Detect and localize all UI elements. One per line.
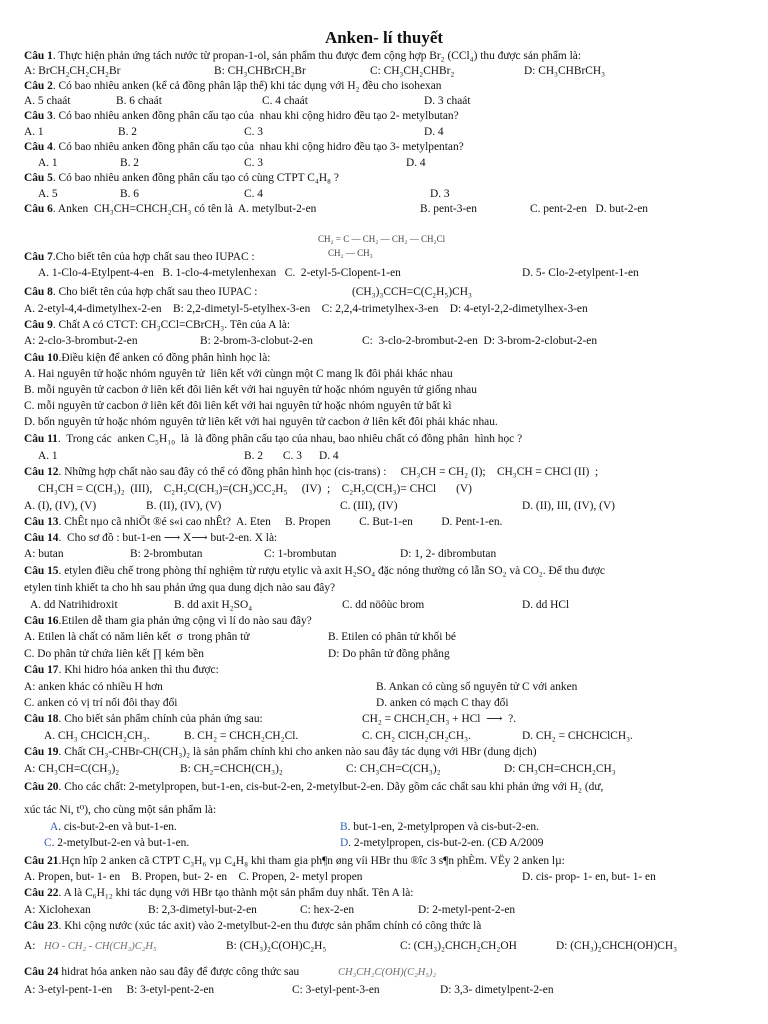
q22a-part-3	[418, 904, 515, 917]
line-text: B. mỗi nguyên tử cacbon ở liên kết đôi liên kết với hai nguyên tử hoặc nhóm nguyên tử giống nhau	[24, 384, 477, 396]
q4a	[38, 157, 58, 170]
line-text: C. dd nöôùc brom	[342, 599, 425, 611]
q18a-part-2	[362, 730, 471, 743]
q17a	[24, 681, 163, 694]
q24a	[24, 984, 214, 997]
question-number: Câu 2	[24, 80, 53, 92]
q3	[24, 110, 459, 123]
line-text: D: CH₃CH=CHCH₂CH₃	[504, 763, 616, 775]
line-text: B: 2,3-dimetyl-but-2-en	[148, 904, 257, 916]
line-text: B: CH₂=CHCH(CH₃)₂	[180, 763, 283, 775]
line-text: B. Etilen có phân tử khối bé	[328, 631, 456, 643]
q18a-part-1	[184, 730, 298, 743]
formula-image-text: CH₃CH₂C(OH)(C₂H₅)₂	[338, 967, 437, 978]
q19	[24, 746, 537, 759]
line-text: . Khi cộng nước (xúc tác axit) vào 2-metylbut-2-en thu được sản phẩm chính có công thức là	[58, 920, 482, 932]
question-number: Câu 22	[24, 887, 59, 899]
line-text: . Cho biết sản phẩm chính của phản ứng sau:	[58, 713, 263, 725]
q3a-part-1	[118, 126, 137, 139]
line-text: . but-1-en, 2-metylpropen và cis-but-2-en.	[347, 821, 539, 833]
line-text: A. CH₃ CHClCH₂CH₃.	[44, 730, 150, 742]
line-text: A. 5 chaát	[24, 95, 71, 107]
line-text: A: Xiclohexan	[24, 904, 91, 916]
line-text: . Có bao nhiêu anken (kể cả đồng phân lập thể) khi tác dụng với H₂ đều cho isohexan	[52, 80, 442, 92]
question-number: Câu 5	[24, 172, 53, 184]
option-letter: B	[340, 821, 348, 833]
line-text: B. 2	[118, 126, 137, 138]
q7a-part-1	[522, 267, 639, 280]
line-text: C. 3	[244, 157, 263, 169]
q18a	[44, 730, 150, 743]
q3a-part-2	[244, 126, 263, 139]
q12a-part-2	[340, 500, 398, 513]
line-text: A: butan	[24, 548, 64, 560]
q5a-part-3	[430, 188, 450, 201]
q18	[24, 713, 263, 726]
line-text: CH₃CH = C(CH₃)₂ (III), C₂H₅C(CH₃)=(CH₃)CC₂H₅ (IV) ; C₂H₅C(CH₃)= CHCl (V)	[38, 483, 472, 495]
question-number: Câu 4	[24, 141, 53, 153]
q15a	[30, 599, 118, 612]
question-number: Câu 14	[24, 532, 59, 544]
line-text: C. mỗi nguyên tử cacbon ở liên kết đôi liên kết với hai nguyên tử hoặc nhóm nguyên tử bất kì	[24, 400, 452, 412]
q12a-part-3	[522, 500, 615, 513]
line-text: B. 2 C. 3 D. 4	[244, 450, 339, 462]
q12a	[24, 500, 96, 513]
q4a-part-1	[120, 157, 139, 170]
line-text: . Cho các chất: 2-metylpropen, but-1-en, cis-but-2-en, 2-metylbut-2-en. Dãy gồm các chất sau khi phản ứng với H₂ (dư,	[58, 781, 604, 793]
q3a-part-3	[424, 126, 444, 139]
q14a-part-2	[264, 548, 336, 561]
q14a	[24, 548, 64, 561]
q9a	[24, 335, 138, 348]
q9a-part-1	[200, 335, 313, 348]
line-text: . Chất A có CTCT: CH₃CCl=CBrCH₃. Tên của A là:	[52, 319, 291, 331]
q1a-part-3	[524, 65, 605, 78]
line-text: A: BrCH₂CH₂CH₂Br	[24, 65, 121, 77]
question-number: Câu 10	[24, 352, 59, 364]
q24	[24, 966, 299, 979]
q14a-part-1	[130, 548, 202, 561]
line-text: D. 4	[406, 157, 426, 169]
q9a-part-2	[362, 335, 597, 348]
q17	[24, 664, 219, 677]
q10a	[24, 368, 453, 381]
q16	[24, 615, 312, 628]
q5a-part-1	[120, 188, 139, 201]
q20c-part-1	[340, 837, 543, 850]
q1a	[24, 65, 120, 78]
line-text: A. (I), (IV), (V)	[24, 500, 97, 512]
line-text: A. Etilen là chất có năm liên kết σ trong phân tử	[24, 631, 250, 643]
question-number: Câu 18	[24, 713, 59, 725]
structure-main-chain: CH₂ = C — CH₂ — CH₂ — CH₂Cl	[318, 234, 446, 244]
question-number: Câu 16	[24, 615, 59, 627]
line-text: C. anken có vị trí nối đôi thay đổi	[24, 697, 178, 709]
q24a-part-2	[440, 984, 554, 997]
q23a-part-1	[44, 940, 157, 953]
q19a	[24, 763, 119, 776]
q10	[24, 352, 270, 365]
q23a	[24, 940, 35, 953]
q20c	[44, 837, 189, 850]
q6-part-2	[530, 203, 648, 216]
line-text: B: 2-brom-3-clobut-2-en	[200, 335, 313, 347]
question-number: Câu 7	[24, 251, 53, 263]
question-number: Câu 21	[24, 855, 59, 867]
q12	[24, 466, 598, 479]
line-text: D: CH₃CHBrCH₃	[524, 65, 606, 77]
q21a-part-1	[522, 871, 656, 884]
q12a-part-1	[146, 500, 221, 513]
q12b	[38, 483, 472, 496]
line-text: CH₂ = CHCH₂CH₃ + HCl ⟶ ?.	[362, 713, 517, 725]
line-text: B: CH₃CHBrCH₂Br	[214, 65, 306, 77]
option-letter: A	[50, 821, 59, 833]
q18-part-1	[362, 713, 516, 726]
line-text: C. pent-2-en D. but-2-en	[530, 203, 648, 215]
line-text: D. 4	[424, 126, 444, 138]
line-text: D. 3	[430, 188, 450, 200]
line-text: A. 1-Clo-4-Etylpent-4-en B. 1-clo-4-metylenhexan C. 2-etyl-5-Clopent-1-en	[38, 267, 401, 279]
q16b	[24, 648, 204, 661]
q17a-part-1	[376, 681, 577, 694]
line-text: .Cho biết tên của hợp chất sau theo IUPAC :	[52, 251, 255, 263]
q2a-part-1	[116, 95, 162, 108]
question-number: Câu 13	[24, 516, 59, 528]
line-text: D. 5- Clo-2-etylpent-1-en	[522, 267, 639, 279]
question-number: Câu 20	[24, 781, 59, 793]
line-text: C: hex-2-en	[300, 904, 355, 916]
q6-part-1	[420, 203, 477, 216]
q7	[24, 251, 255, 264]
line-text: B. 2	[120, 157, 139, 169]
line-text: . Trong các anken C₅H₁₀ là là đồng phân cấu tạo của nhau, bao nhiêu chất có đồng phân hình học ?	[57, 433, 523, 445]
line-text: . Cho biết tên của hợp chất sau theo IUPAC :	[52, 286, 258, 298]
line-text: A. 1	[38, 157, 58, 169]
question-number: Câu 23	[24, 920, 59, 932]
q16b-part-1	[328, 648, 450, 661]
line-text: D. cis- prop- 1- en, but- 1- en	[522, 871, 656, 883]
q4a-part-3	[406, 157, 426, 170]
q22	[24, 887, 413, 900]
line-text: . A là C₆H₁₂ khi tác dụng với HBr tạo thành một sản phẩm duy nhất. Tên A là:	[58, 887, 414, 899]
question-number: Câu 12	[24, 466, 59, 478]
line-text: C. Do phân tử chứa liên kết ∏ kém bền	[24, 648, 204, 660]
line-text: . Thực hiện phản ứng tách nước từ propan-1-ol, sản phẩm thu được đem cộng hợp Br₂ (CCl₄) thu được sản phẩm là:	[52, 50, 581, 62]
q15	[24, 565, 605, 578]
question-number: Câu 17	[24, 664, 59, 676]
question-number: Câu 8	[24, 286, 53, 298]
q22a-part-2	[300, 904, 354, 917]
question-number: Câu 1	[24, 50, 53, 62]
q15b	[24, 582, 335, 595]
q4a-part-2	[244, 157, 263, 170]
line-text: C: CH₃CH₂CHBr₂	[370, 65, 455, 77]
q2a	[24, 95, 71, 108]
q8	[24, 286, 257, 299]
q23a-part-4	[556, 940, 677, 953]
line-text: A. Hai nguyên tử hoặc nhóm nguyên tử liên kết với cùngn một C mang lk đôi phải khác nhau	[24, 368, 453, 380]
line-text: .Điều kiện để anken có đồng phân hình học là:	[58, 352, 271, 364]
line-text: B. pent-3-en	[420, 203, 477, 215]
q5a-part-2	[244, 188, 263, 201]
question-number: Câu 24	[24, 966, 59, 978]
line-text: C. CH₂ ClCH₂CH₂CH₃.	[362, 730, 471, 742]
q19a-part-3	[504, 763, 616, 776]
line-text: A. 1	[24, 126, 44, 138]
line-text: .Hçn hîp 2 anken cã CTPT C₃H₆ vµ C₄H₈ khi tham gia ph¶n øng víi HBr thu ®îc 3 s¶n phÈm. VËy 2 anken lµ:	[58, 855, 565, 867]
question-number: Câu 9	[24, 319, 53, 331]
q7a	[38, 267, 401, 280]
q11a-part-1	[244, 450, 339, 463]
question-number: Câu 19	[24, 746, 59, 758]
line-text: . cis-but-2-en và but-1-en.	[58, 821, 177, 833]
question-number: Câu 6	[24, 203, 53, 215]
q22a	[24, 904, 91, 917]
q15a-part-1	[174, 599, 252, 612]
line-text: B. CH₂ = CHCH₂CH₂Cl.	[184, 730, 299, 742]
q10c	[24, 400, 452, 413]
line-text: (CH₃)₃CCH=C(C₂H₅)CH₃	[352, 286, 472, 298]
q9	[24, 319, 290, 332]
line-text: B. 6 chaát	[116, 95, 162, 107]
q10b	[24, 384, 477, 397]
q21a	[24, 871, 363, 884]
q24-part-1	[338, 966, 436, 979]
line-text: hidrat hóa anken nào sau đây để được công thức sau	[58, 966, 300, 978]
q19a-part-2	[346, 763, 441, 776]
q14	[24, 532, 277, 545]
line-text: . Những hợp chất nào sau đây có thể có đồng phân hình học (cis-trans) : CH₃CH = CH₂ (I); CH₃CH = CHCl (II) ;	[58, 466, 599, 478]
q4	[24, 141, 464, 154]
line-text: D. 3 chaát	[424, 95, 471, 107]
line-text: D: (CH₃)₂CHCH(OH)CH₃	[556, 940, 678, 952]
line-text: xúc tác Ni, t⁰), cho cùng một sản phẩm là:	[24, 804, 217, 816]
q19a-part-1	[180, 763, 283, 776]
q5a	[38, 188, 58, 201]
q17b	[24, 697, 177, 710]
line-text: . Có bao nhiêu anken đồng phân cấu tạo có cùng CTPT C₄H₈ ?	[52, 172, 339, 184]
q20	[24, 781, 603, 794]
line-text: . 2-metylbut-2-en và but-1-en.	[51, 837, 190, 849]
line-text: A. Propen, but- 1- en B. Propen, but- 2- en C. Propen, 2- metyl propen	[24, 871, 363, 883]
line-text: A: anken khác có nhiều H hơn	[24, 681, 163, 693]
option-letter: D	[340, 837, 349, 849]
q1	[24, 50, 581, 63]
line-text: C. 4	[244, 188, 263, 200]
page-title: Anken- lí thuyết	[324, 28, 444, 47]
line-text: A. 2-etyl-4,4-dimetylhex-2-en B: 2,2-dimetyl-5-etylhex-3-en C: 2,2,4-trimetylhex-3-en D: 4-etyl-2,2-dimetylhex-3-en	[24, 303, 588, 315]
q2	[24, 80, 441, 93]
line-text: . Chất CH₃-CHBr-CH(CH₃)₂ là sản phẩm chính khi cho anken nào sau đây tác dụng với HBr (dung dịch)	[58, 746, 537, 758]
line-text: A. dd Natrihidroxit	[30, 599, 118, 611]
question-number: Câu 15	[24, 565, 59, 577]
line-text: . Có bao nhiêu anken đồng phân cấu tạo của nhau khi cộng hidro đều tạo 3- metylpentan?	[52, 141, 464, 153]
line-text: C: 1-brombutan	[264, 548, 337, 560]
line-text: D. anken có mạch C thay đổi	[376, 697, 509, 709]
q2a-part-3	[424, 95, 471, 108]
q14a-part-3	[400, 548, 496, 561]
line-text: C. (III), (IV)	[340, 500, 398, 512]
question-number: Câu 3	[24, 110, 53, 122]
line-text: A. 1	[38, 450, 58, 462]
line-text: C: 3-etyl-pent-3-en	[292, 984, 380, 996]
q15a-part-2	[342, 599, 424, 612]
q23	[24, 920, 481, 933]
q20a-part-1	[340, 821, 539, 834]
q1a-part-1	[214, 65, 306, 78]
line-text: etylen tinh khiết ta cho hh sau phản ứng qua dung dịch nào sau đây?	[24, 582, 336, 594]
q22a-part-1	[148, 904, 257, 917]
q8-part-1	[352, 286, 472, 299]
q21	[24, 855, 565, 868]
q1a-part-2	[370, 65, 454, 78]
q20a	[50, 821, 177, 834]
line-text: .Etilen dễ tham gia phản ứng cộng vì lí do nào sau đây?	[58, 615, 312, 627]
line-text: C. 4 chaát	[262, 95, 308, 107]
line-text: A: 3-etyl-pent-1-en B: 3-etyl-pent-2-en	[24, 984, 215, 996]
line-text: A: 2-clo-3-brombut-2-en	[24, 335, 138, 347]
line-text: B. Ankan có cùng số nguyên tử C với anken	[376, 681, 578, 693]
line-text: B: (CH₃)₂C(OH)C₂H₅	[226, 940, 327, 952]
line-text: . Cho sơ đồ : but-1-en ⟶ X⟶ but-2-en. X là:	[58, 532, 278, 544]
line-text: A: CH₃CH=C(CH₃)₂	[24, 763, 120, 775]
line-text: D: 3,3- dimetylpent-2-en	[440, 984, 554, 996]
line-text: D: Do phân tử đồng phẳng	[328, 648, 450, 660]
line-text: . etylen điều chế trong phòng thí nghiệm từ rượu etylic và axit H₂SO₄ đặc nóng thường có lẫn SO₂ và CO₂. Để thu được	[58, 565, 605, 577]
q24a-part-1	[292, 984, 380, 997]
line-text: C. 3	[244, 126, 263, 138]
line-text: D. CH₂ = CHCHClCH₃.	[522, 730, 633, 742]
line-text: C: CH₃CH=C(CH₃)₂	[346, 763, 441, 775]
q6	[24, 203, 316, 216]
line-text: D. (II), III, (IV), (V)	[522, 500, 615, 512]
formula-image-text: HO - CH₂ - CH(CH₃)C₂H₅	[44, 941, 157, 952]
q5	[24, 172, 339, 185]
line-text: C: 3-clo-2-brombut-2-en D: 3-brom-2-clobut-2-en	[362, 335, 598, 347]
line-text: B: 2-brombutan	[130, 548, 203, 560]
structure-branch: CH₂ — CH₃	[328, 248, 373, 258]
q17b-part-1	[376, 697, 509, 710]
line-text: D. dd HCl	[522, 599, 570, 611]
line-text: . Có bao nhiêu anken đồng phân cấu tạo của nhau khi cộng hidro đều tạo 2- metylbutan?	[52, 110, 459, 122]
q20b	[24, 804, 216, 817]
line-text: . ChÊt nµo cã nhiÖt ®é s«i cao nhÊt? A. Eten B. Propen C. But-1-en D. Pent-1-en.	[58, 516, 503, 528]
question-number: Câu 11	[24, 433, 58, 445]
q11a	[38, 450, 58, 463]
line-text: B. (II), (IV), (V)	[146, 500, 222, 512]
line-text: D: 2-metyl-pent-2-en	[418, 904, 516, 916]
line-text: D. bốn nguyên tử hoặc nhóm nguyên tử liên kết với hai nguyên tử cacbon ở liên kết đôi phải khác nhau.	[24, 416, 498, 428]
q16a-part-1	[328, 631, 456, 644]
line-text: B. dd axit H₂SO₄	[174, 599, 253, 611]
line-text: B. 6	[120, 188, 139, 200]
q23a-part-3	[400, 940, 517, 953]
q3a	[24, 126, 44, 139]
q8a	[24, 303, 588, 316]
q10d	[24, 416, 498, 429]
line-text: . Khi hidro hóa anken thì thu được:	[58, 664, 219, 676]
q2a-part-2	[262, 95, 308, 108]
option-letter: C	[44, 837, 52, 849]
q18a-part-3	[522, 730, 633, 743]
line-text: A. 5	[38, 188, 58, 200]
line-text: . 2-metylpropen, cis-but-2-en. (CĐ A/2009	[348, 837, 544, 849]
line-text: C: (CH₃)₂CHCH₂CH₂OH	[400, 940, 517, 952]
line-text: . Anken CH₃CH=CHCH₂CH₃ có tên là A. metylbut-2-en	[52, 203, 317, 215]
line-text: A:	[24, 940, 36, 952]
q23a-part-2	[226, 940, 326, 953]
q16a	[24, 631, 250, 644]
q13	[24, 516, 502, 529]
line-text: D: 1, 2- dibrombutan	[400, 548, 497, 560]
q11	[24, 433, 522, 446]
q15a-part-3	[522, 599, 569, 612]
